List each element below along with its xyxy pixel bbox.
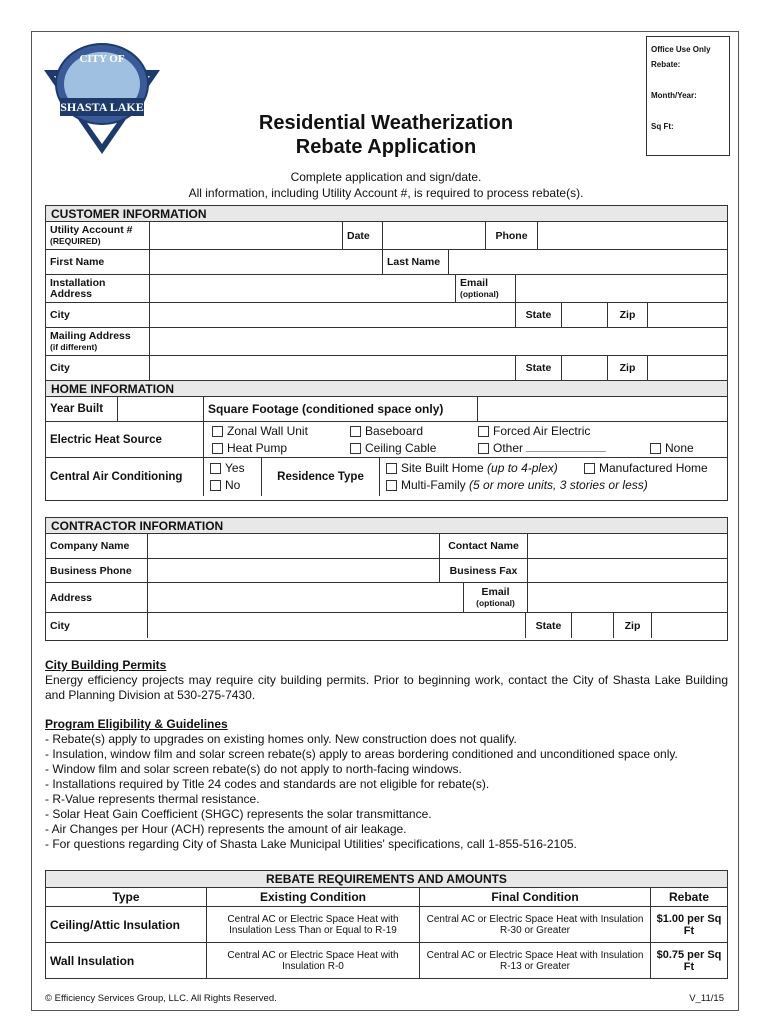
contractor-email-label: Email [481, 585, 510, 598]
checkbox-icon[interactable] [350, 426, 361, 437]
heat-options [204, 422, 727, 457]
mailing-note: (if different) [50, 341, 98, 352]
year-label: Year Built [46, 397, 118, 421]
footer-version: V_11/15 [689, 993, 724, 1004]
customer-header: CUSTOMER INFORMATION [46, 206, 727, 222]
phone-label: Phone [486, 222, 538, 249]
ac-no[interactable]: No [210, 478, 240, 492]
title-line2: Rebate Application [295, 136, 477, 158]
checkbox-icon[interactable] [350, 443, 361, 454]
contractor-state-label: State [526, 613, 572, 638]
eligibility-title: Program Eligibility & Guidelines [45, 717, 228, 731]
row-rebate: $0.75 per Sq Ft [651, 943, 728, 979]
footer-copyright: © Efficiency Services Group, LLC. All Rights Reserved. [45, 993, 277, 1004]
last-name-input[interactable] [449, 250, 727, 274]
col-existing: Existing Condition [207, 888, 420, 907]
customer-section [45, 205, 728, 501]
contractor-city-input[interactable] [148, 613, 526, 638]
eligibility-block [45, 717, 728, 852]
install-input[interactable] [150, 275, 456, 302]
biz-fax-label: Business Fax [440, 559, 528, 582]
date-label: Date [343, 222, 383, 249]
row-existing: Central AC or Electric Space Heat with Insulation R-0 [207, 943, 420, 979]
logo-text-1: CITY OF [79, 53, 125, 65]
checkbox-icon[interactable] [386, 480, 397, 491]
row-final: Central AC or Electric Space Heat with Insulation R-13 or Greater [420, 943, 651, 979]
mailing-input[interactable] [150, 328, 727, 355]
contractor-zip-label: Zip [614, 613, 652, 638]
mail-zip-input[interactable] [648, 356, 727, 380]
residence-options [380, 458, 727, 496]
checkbox-icon[interactable] [584, 463, 595, 474]
contractor-zip-input[interactable] [652, 613, 727, 638]
email-input[interactable] [516, 275, 727, 302]
checkbox-icon[interactable] [386, 463, 397, 474]
subtitle-line1: Complete application and sign/date. [290, 170, 482, 184]
biz-phone-input[interactable] [148, 559, 440, 582]
row-rebate: $1.00 per Sq Ft [651, 907, 728, 943]
checkbox-icon[interactable] [210, 463, 221, 474]
zip-input[interactable] [648, 303, 727, 327]
list-item: - Installations required by Title 24 codes and standards are not eligible for rebate(s). [45, 777, 490, 791]
row-existing: Central AC or Electric Space Heat with Insulation Less Than or Equal to R-19 [207, 907, 420, 943]
logo-text-2: SHASTA LAKE [60, 100, 144, 114]
year-input[interactable] [118, 397, 204, 421]
first-name-label: First Name [46, 250, 150, 274]
sqft-input[interactable] [478, 397, 727, 421]
first-name-input[interactable] [150, 250, 383, 274]
contractor-header: CONTRACTOR INFORMATION [46, 518, 727, 534]
utility-label: Utility Account # [50, 223, 133, 236]
heat-baseboard[interactable]: Baseboard [350, 424, 423, 438]
residence-site[interactable]: Site Built Home (up to 4-plex) [386, 461, 558, 475]
checkbox-icon[interactable] [212, 426, 223, 437]
residence-label: Residence Type [262, 458, 380, 496]
zip-label: Zip [608, 303, 648, 327]
col-final: Final Condition [420, 888, 651, 907]
last-name-label: Last Name [383, 250, 449, 274]
company-input[interactable] [148, 534, 440, 558]
office-title: Office Use Only [651, 45, 711, 54]
heat-zonal[interactable]: Zonal Wall Unit [212, 424, 308, 438]
contractor-email-optional: (optional) [476, 597, 515, 608]
table-row [46, 907, 728, 943]
required-label: (REQUIRED) [50, 235, 101, 246]
heat-label: Electric Heat Source [46, 422, 204, 457]
biz-phone-label: Business Phone [46, 559, 148, 582]
office-rebate: Rebate: [651, 60, 681, 69]
row-type: Ceiling/Attic Insulation [46, 907, 207, 943]
checkbox-icon[interactable] [210, 480, 221, 491]
table-row [46, 943, 728, 979]
mail-state-input[interactable] [562, 356, 608, 380]
date-input[interactable] [383, 222, 486, 249]
biz-fax-input[interactable] [528, 559, 727, 582]
residence-manufactured[interactable]: Manufactured Home [584, 461, 708, 475]
home-header: HOME INFORMATION [46, 381, 727, 397]
list-item: - Window film and solar screen rebate(s) do not apply to north-facing windows. [45, 762, 462, 776]
ac-label: Central Air Conditioning [46, 458, 204, 496]
mail-state-label: State [516, 356, 562, 380]
list-item: - Rebate(s) apply to upgrades on existing homes only. New construction does not qualify. [45, 732, 517, 746]
checkbox-icon[interactable] [650, 443, 661, 454]
heat-none[interactable]: None [650, 441, 694, 455]
checkbox-icon[interactable] [478, 443, 489, 454]
contractor-address-label: Address [46, 583, 148, 612]
contact-label: Contact Name [440, 534, 528, 558]
checkbox-icon[interactable] [212, 443, 223, 454]
sqft-label: Square Footage (conditioned space only) [204, 397, 478, 421]
col-type: Type [46, 888, 207, 907]
heat-other[interactable]: Other [478, 441, 606, 455]
list-item: - Insulation, window film and solar screen rebate(s) apply to areas bordering conditioned and unconditioned space only. [45, 747, 678, 761]
heat-pump[interactable]: Heat Pump [212, 441, 287, 455]
office-month: Month/Year: [651, 91, 697, 100]
install-label: Installation [50, 276, 106, 289]
row-final: Central AC or Electric Space Heat with Insulation R-30 or Greater [420, 907, 651, 943]
utility-input[interactable] [150, 222, 343, 249]
permits-title: City Building Permits [45, 658, 167, 672]
contractor-email-input[interactable] [528, 583, 727, 612]
residence-multi[interactable]: Multi-Family (5 or more units, 3 stories or less) [386, 478, 648, 492]
ac-options [204, 458, 262, 496]
ac-yes[interactable]: Yes [210, 461, 245, 475]
contact-input[interactable] [528, 534, 727, 558]
form-page [31, 31, 739, 1011]
install-label-2: Address [50, 287, 93, 300]
city-input[interactable] [150, 303, 516, 327]
permits-text: Energy efficiency projects may require city building permits. Prior to beginning work, contact the City of Shasta Lake Building and Planning Division at 530-275-7430. [45, 673, 728, 702]
rebate-header: REBATE REQUIREMENTS AND AMOUNTS [46, 871, 728, 888]
contractor-address-input[interactable] [148, 583, 464, 612]
state-label: State [516, 303, 562, 327]
contractor-state-input[interactable] [572, 613, 614, 638]
list-item: - Solar Heat Gain Coefficient (SHGC) represents the solar transmittance. [45, 807, 432, 821]
col-rebate: Rebate [651, 888, 728, 907]
permits-block [45, 658, 728, 703]
list-item: - R-Value represents thermal resistance. [45, 792, 260, 806]
email-optional: (optional) [460, 288, 499, 299]
title-line1: Residential Weatherization [258, 112, 514, 134]
checkbox-icon[interactable] [478, 426, 489, 437]
phone-input[interactable] [538, 222, 727, 249]
rebate-table [45, 870, 728, 979]
email-label: Email [460, 276, 489, 289]
list-item: - For questions regarding City of Shasta Lake Municipal Utilities' specifications, call 1-855-516-2105. [45, 837, 577, 851]
city-label: City [46, 303, 150, 327]
heat-forced-air[interactable]: Forced Air Electric [478, 424, 590, 438]
contractor-section [45, 517, 728, 641]
mail-city-input[interactable] [150, 356, 516, 380]
contractor-city-label: City [46, 613, 148, 638]
mail-city-label: City [46, 356, 150, 380]
list-item: - Air Changes per Hour (ACH) represents the amount of air leakage. [45, 822, 407, 836]
mailing-label: Mailing Address [50, 329, 131, 342]
mail-zip-label: Zip [608, 356, 648, 380]
company-label: Company Name [46, 534, 148, 558]
row-type: Wall Insulation [46, 943, 207, 979]
office-sqft: Sq Ft: [651, 122, 674, 131]
heat-ceiling-cable[interactable]: Ceiling Cable [350, 441, 436, 455]
state-input[interactable] [562, 303, 608, 327]
subtitle-line2: All information, including Utility Account #, is required to process rebate(s). [188, 186, 584, 200]
